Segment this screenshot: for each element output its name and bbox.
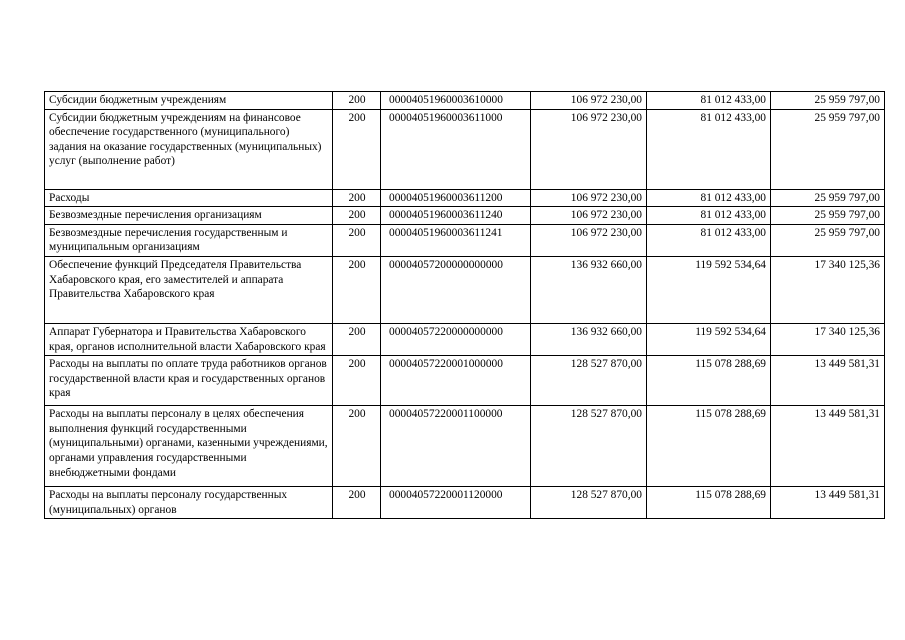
cell-amount-a: 106 972 230,00	[531, 224, 647, 256]
table-row	[45, 356, 885, 406]
cell-admin-code: 200	[333, 406, 381, 487]
table-row	[45, 406, 885, 487]
cell-admin-code: 200	[333, 256, 381, 323]
cell-classification-code: 00004057220001100000	[381, 406, 531, 487]
cell-name: Расходы на выплаты персоналу государственных (муниципальных) органов	[45, 487, 333, 519]
cell-amount-b: 119 592 534,64	[647, 256, 771, 323]
cell-admin-code: 200	[333, 189, 381, 207]
cell-name: Расходы на выплаты персоналу в целях обеспечения выполнения функций государственными (муниципальными) органами, казенными учреждениями, органами управления государственными внебюджетными фондами	[45, 406, 333, 487]
cell-amount-b: 115 078 288,69	[647, 406, 771, 487]
cell-classification-code: 00004051960003611200	[381, 189, 531, 207]
cell-name: Субсидии бюджетным учреждениям на финансовое обеспечение государственного (муниципального) задания на оказание государственных (муниципальных) услуг (выполнение работ)	[45, 109, 333, 189]
cell-admin-code: 200	[333, 323, 381, 355]
cell-classification-code: 00004057220001000000	[381, 356, 531, 406]
cell-amount-a: 136 932 660,00	[531, 323, 647, 355]
cell-name: Аппарат Губернатора и Правительства Хабаровского края, органов исполнительной власти Хабаровского края	[45, 323, 333, 355]
cell-amount-c: 13 449 581,31	[771, 406, 885, 487]
cell-amount-a: 106 972 230,00	[531, 189, 647, 207]
cell-name: Расходы на выплаты по оплате труда работников органов государственной власти края и государственных органов края	[45, 356, 333, 406]
cell-classification-code: 00004051960003610000	[381, 92, 531, 110]
table-row	[45, 92, 885, 110]
cell-amount-c: 17 340 125,36	[771, 256, 885, 323]
cell-amount-b: 115 078 288,69	[647, 487, 771, 519]
cell-amount-c: 25 959 797,00	[771, 224, 885, 256]
budget-table	[44, 91, 885, 519]
cell-amount-b: 81 012 433,00	[647, 224, 771, 256]
table-row	[45, 109, 885, 189]
table-row	[45, 256, 885, 323]
cell-admin-code: 200	[333, 224, 381, 256]
cell-classification-code: 00004051960003611241	[381, 224, 531, 256]
cell-amount-a: 106 972 230,00	[531, 207, 647, 225]
cell-amount-b: 81 012 433,00	[647, 207, 771, 225]
cell-name: Расходы	[45, 189, 333, 207]
cell-amount-a: 106 972 230,00	[531, 92, 647, 110]
cell-name: Безвозмездные перечисления государственным и муниципальным организациям	[45, 224, 333, 256]
cell-admin-code: 200	[333, 487, 381, 519]
cell-admin-code: 200	[333, 92, 381, 110]
cell-amount-c: 13 449 581,31	[771, 356, 885, 406]
cell-amount-a: 128 527 870,00	[531, 406, 647, 487]
cell-amount-c: 25 959 797,00	[771, 207, 885, 225]
cell-amount-a: 128 527 870,00	[531, 487, 647, 519]
cell-admin-code: 200	[333, 356, 381, 406]
cell-amount-b: 115 078 288,69	[647, 356, 771, 406]
table-row	[45, 487, 885, 519]
table-row	[45, 323, 885, 355]
cell-classification-code: 00004057220000000000	[381, 323, 531, 355]
cell-admin-code: 200	[333, 109, 381, 189]
cell-amount-c: 25 959 797,00	[771, 92, 885, 110]
cell-classification-code: 00004051960003611000	[381, 109, 531, 189]
cell-amount-b: 81 012 433,00	[647, 92, 771, 110]
cell-classification-code: 00004057200000000000	[381, 256, 531, 323]
cell-amount-b: 81 012 433,00	[647, 189, 771, 207]
cell-classification-code: 00004051960003611240	[381, 207, 531, 225]
cell-name: Обеспечение функций Председателя Правительства Хабаровского края, его заместителей и аппарата Правительства Хабаровского края	[45, 256, 333, 323]
cell-amount-c: 13 449 581,31	[771, 487, 885, 519]
table-row	[45, 189, 885, 207]
cell-amount-a: 128 527 870,00	[531, 356, 647, 406]
table-row	[45, 207, 885, 225]
cell-amount-b: 119 592 534,64	[647, 323, 771, 355]
cell-amount-c: 25 959 797,00	[771, 189, 885, 207]
cell-classification-code: 00004057220001120000	[381, 487, 531, 519]
cell-amount-a: 106 972 230,00	[531, 109, 647, 189]
table-row	[45, 224, 885, 256]
budget-table-body	[45, 92, 885, 519]
cell-name: Безвозмездные перечисления организациям	[45, 207, 333, 225]
cell-amount-c: 25 959 797,00	[771, 109, 885, 189]
cell-name: Субсидии бюджетным учреждениям	[45, 92, 333, 110]
cell-amount-b: 81 012 433,00	[647, 109, 771, 189]
cell-amount-c: 17 340 125,36	[771, 323, 885, 355]
cell-admin-code: 200	[333, 207, 381, 225]
cell-amount-a: 136 932 660,00	[531, 256, 647, 323]
